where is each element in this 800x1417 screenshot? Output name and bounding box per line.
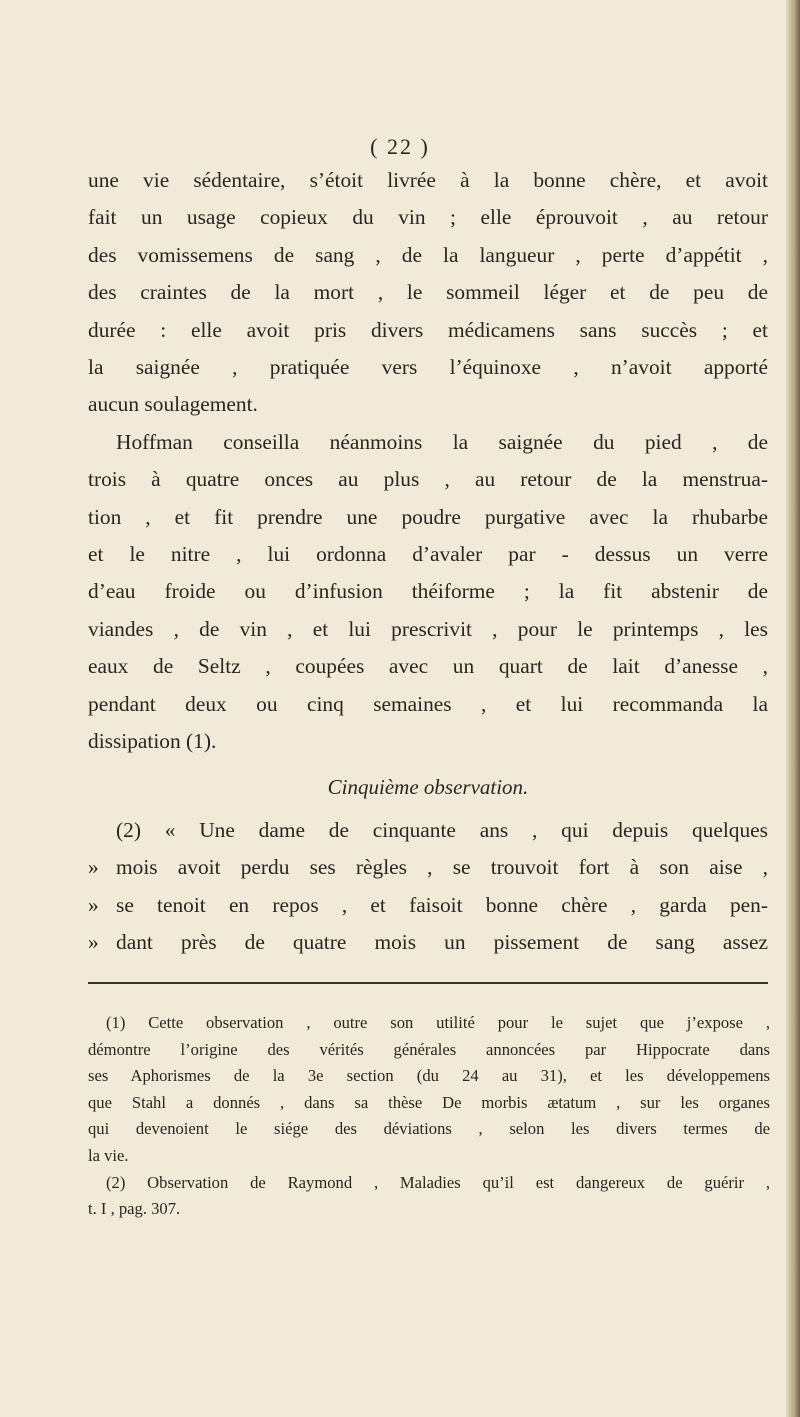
text-line: la saignée , pratiquée vers l’équinoxe , n’avoit apporté xyxy=(88,355,768,380)
text-line-content: dant près de quatre mois un pissement de sang assez xyxy=(116,930,768,955)
text-line xyxy=(88,849,768,886)
footnote-1 xyxy=(88,1010,770,1170)
text-line: (2) « Une dame de cinquante ans , qui depuis quelques xyxy=(116,817,768,842)
text-line-content: mois avoit perdu ses règles , se trouvoit fort à son aise , xyxy=(116,855,768,880)
paragraph-1 xyxy=(88,162,768,424)
paragraph-2 xyxy=(88,424,768,761)
quote-mark: » xyxy=(88,930,99,955)
footnote-line: (2) Observation de Raymond , Maladies qu’il est dangereux de guérir , xyxy=(106,1172,770,1192)
footnote-line: t. I , pag. 307. xyxy=(88,1199,181,1219)
text-line: aucun soulagement. xyxy=(88,392,258,417)
text-line: dissipation (1). xyxy=(88,729,217,754)
page-edge xyxy=(786,0,800,1417)
text-line: tion , et fit prendre une poudre purgative avec la rhubarbe xyxy=(88,504,768,529)
main-text xyxy=(88,162,768,962)
text-line: une vie sédentaire, s’étoit livrée à la bonne chère, et avoit xyxy=(88,168,768,192)
footnote-line: que Stahl a donnés , dans sa thèse De morbis ætatum , sur les organes xyxy=(88,1092,770,1112)
footnote-line: (1) Cette observation , outre son utilité pour le sujet que j’expose , xyxy=(106,1013,770,1032)
text-line: durée : elle avoit pris divers médicamens sans succès ; et xyxy=(88,317,768,342)
text-line: trois à quatre onces au plus , au retour de la menstrua- xyxy=(88,467,768,492)
text-line: et le nitre , lui ordonna d’avaler par - dessus un verre xyxy=(88,542,768,567)
text-line: des craintes de la mort , le sommeil léger et de peu de xyxy=(88,280,768,305)
text-line: viandes , de vin , et lui prescrivit , pour le printemps , les xyxy=(88,616,768,641)
footnote-line: qui devenoient le siége des déviations , selon les divers termes de xyxy=(88,1119,770,1139)
paragraph-3 xyxy=(88,812,768,962)
text-line-content: se tenoit en repos , et faisoit bonne chère , garda pen- xyxy=(116,892,768,917)
footnotes xyxy=(88,1010,770,1223)
footnote-line: ses Aphorismes de la 3e section (du 24 au 31), et les développemens xyxy=(88,1066,770,1086)
footnote-line: démontre l’origine des vérités générales annoncées par Hippocrate dans xyxy=(88,1039,770,1059)
footnote-divider xyxy=(88,982,768,984)
section-title: Cinquième observation. xyxy=(327,774,529,799)
page-number: ( 22 ) xyxy=(370,134,430,159)
text-line xyxy=(88,887,768,924)
quote-mark: » xyxy=(88,855,99,880)
footnote-line: la vie. xyxy=(88,1145,129,1165)
text-line: des vomissemens de sang , de la langueur , perte d’appétit , xyxy=(88,242,768,267)
text-line: d’eau froide ou d’infusion théiforme ; la fit abstenir de xyxy=(88,579,768,604)
text-line: Hoffman conseilla néanmoins la saignée du pied , de xyxy=(116,429,768,454)
quote-mark: » xyxy=(88,892,99,917)
text-line: eaux de Seltz , coupées avec un quart de lait d’anesse , xyxy=(88,654,768,679)
text-line: pendant deux ou cinq semaines , et lui recommanda la xyxy=(88,691,768,716)
text-line: fait un usage copieux du vin ; elle éprouvoit , au retour xyxy=(88,205,768,230)
footnote-2 xyxy=(88,1170,770,1223)
text-line xyxy=(88,924,768,961)
